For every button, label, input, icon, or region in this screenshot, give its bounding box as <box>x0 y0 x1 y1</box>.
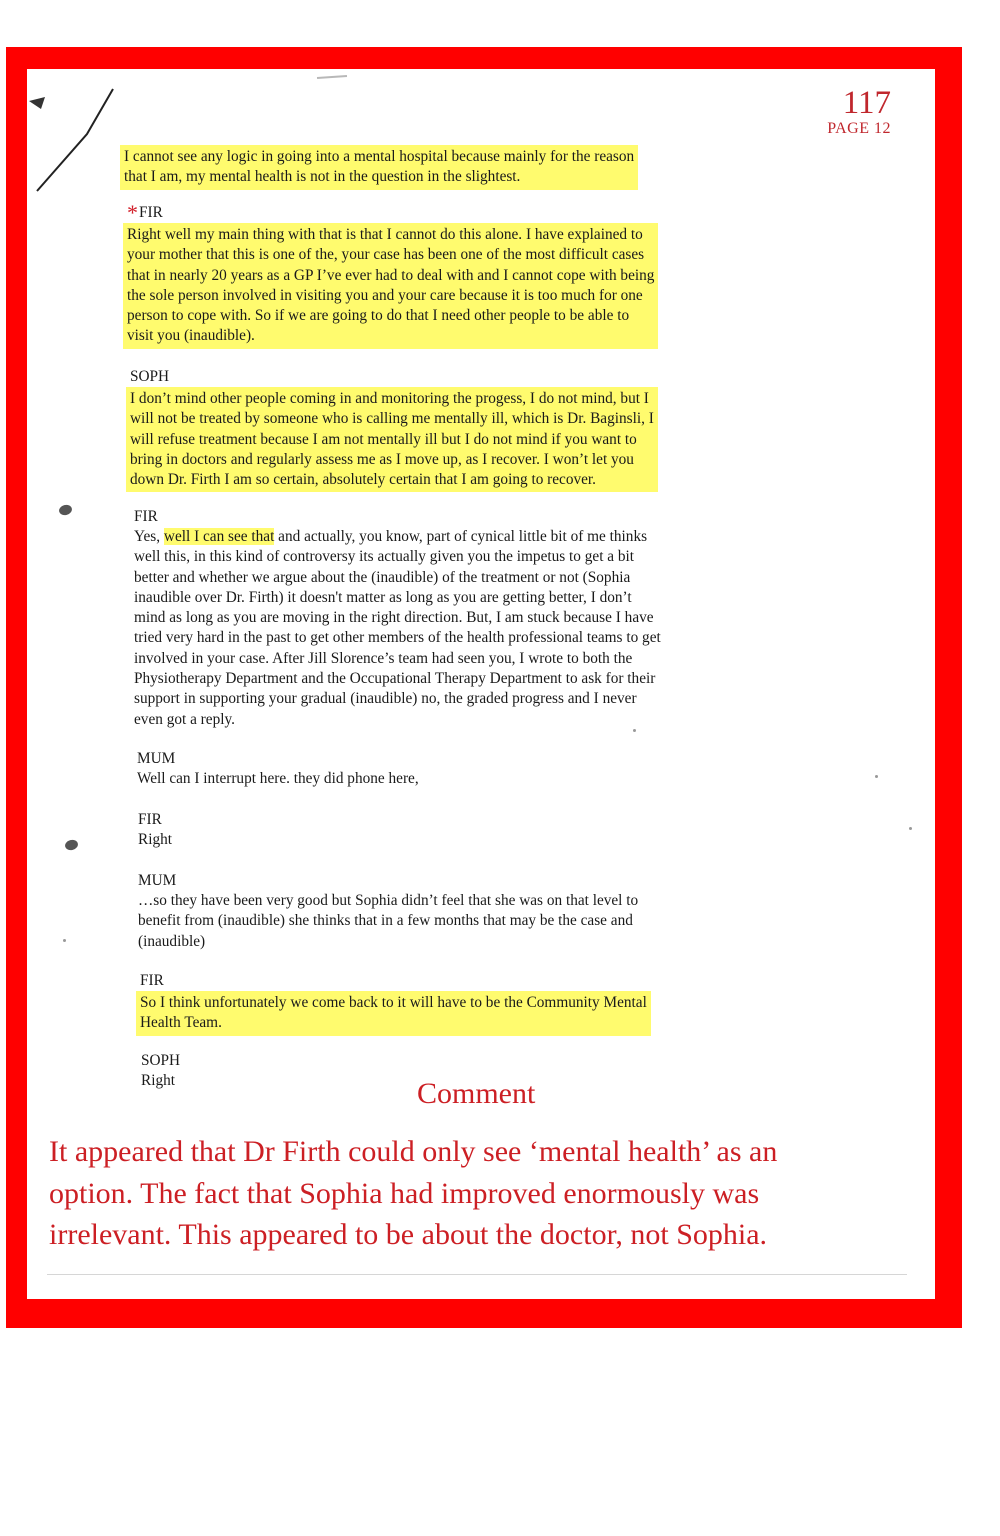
transcript-block <box>137 749 419 789</box>
page-number-value: 117 <box>842 85 891 121</box>
transcript-text: Right <box>141 1072 175 1089</box>
scan-speck <box>909 827 912 830</box>
scan-speck <box>875 775 878 778</box>
transcript-block <box>141 1051 180 1091</box>
highlighted-phrase: well I can see that <box>163 528 275 545</box>
speaker-label: SOPH <box>141 1052 181 1069</box>
speaker-label: FIR <box>140 972 164 989</box>
scan-speck <box>63 939 66 942</box>
transcript-text: I don’t mind other people coming in and monitoring the progess, I do not mind, but I will not be treated by someone who is calling me mentally ill, which is Dr. Baginsli, I will refuse treatment because I am not mentally ill but I do not mind if you want to bring in doctors and regularly assess me as I move up, as I recover. I won’t let you down Dr. Firth I am so certain, absolutely certain that I am going to recover. <box>126 387 658 492</box>
transcript-block <box>140 971 651 1036</box>
transcript-text: Right well my main thing with that is that I cannot do this alone. I have explained to your mother that this is one of the, your case has been one of the most difficult cases that in nearly 20 years as a GP I’ve ever had to deal with and I cannot cope with being the sole person involved in visiting you and your care because it is too much for one person to cope with. So if we are going to do that I need other people to be able to visit you (inaudible). <box>123 223 658 349</box>
comment-text <box>49 1131 919 1256</box>
transcript-text: So I think unfortunately we come back to it will have to be the Community Mental Health Team. <box>136 991 651 1036</box>
red-frame <box>6 47 962 1328</box>
transcript-block <box>124 145 638 190</box>
transcript-text: Well can I interrupt here. they did phone here, <box>137 770 419 787</box>
speaker-label: *FIR <box>127 200 163 225</box>
comment-line: option. The fact that Sophia had improved enormously was <box>49 1176 760 1210</box>
comment-line: irrelevant. This appeared to be about the doctor, not Sophia. <box>49 1218 768 1251</box>
transcript-block <box>127 200 658 349</box>
transcript-block <box>130 367 658 492</box>
transcript-block <box>138 810 172 850</box>
transcript-block <box>134 507 661 730</box>
scan-mark <box>317 75 347 79</box>
page-label: PAGE 12 <box>827 120 891 137</box>
transcript-block <box>138 871 638 952</box>
transcript-text: I cannot see any logic in going into a mental hospital because mainly for the reason that I am, my mental health is not in the question in the slightest. <box>120 145 638 190</box>
transcript-text: …so they have been very good but Sophia didn’t feel that she was on that level to benefit from (inaudible) she thinks that in a few months that may be the case and (inaudible) <box>138 892 639 950</box>
transcript-text: Yes, well I can see that and actually, you know, part of cynical little bit of me thinks well this, in this kind of controversy its actually given you the impetus to get a bit better and whether we argue about the (inaudible) of the treatment or not (Sophia inaudible over Dr. Firth) it doesn't matter as long as you are getting better, I don’t mind as long as you are moving in the right direction. But, I am stuck because I have tried very hard in the past to get other members of the health professional teams to get involved in your case. After Jill Slorence’s team had seen you, I wrote to both the Physiotherapy Department and the Occupational Therapy Department to ask for their support in supporting your gradual (inaudible) no, the graded progress and I never even got a reply. <box>134 528 661 728</box>
hole-punch-dot <box>64 838 79 851</box>
hole-punch-dot <box>58 503 73 516</box>
comment-heading: Comment <box>417 1077 536 1110</box>
speaker-label: MUM <box>138 872 177 889</box>
scan-edge-line <box>47 1274 907 1275</box>
speaker-label: MUM <box>137 750 176 767</box>
transcript-text: Right <box>138 831 172 848</box>
speaker-label: FIR <box>134 508 158 525</box>
page-number <box>827 86 891 138</box>
speaker-label: FIR <box>138 811 162 828</box>
asterisk-mark: * <box>127 200 138 225</box>
speaker-label: SOPH <box>130 368 170 385</box>
scanned-page <box>27 69 935 1299</box>
comment-line: It appeared that Dr Firth could only see ‘mental health’ as an <box>49 1135 778 1168</box>
